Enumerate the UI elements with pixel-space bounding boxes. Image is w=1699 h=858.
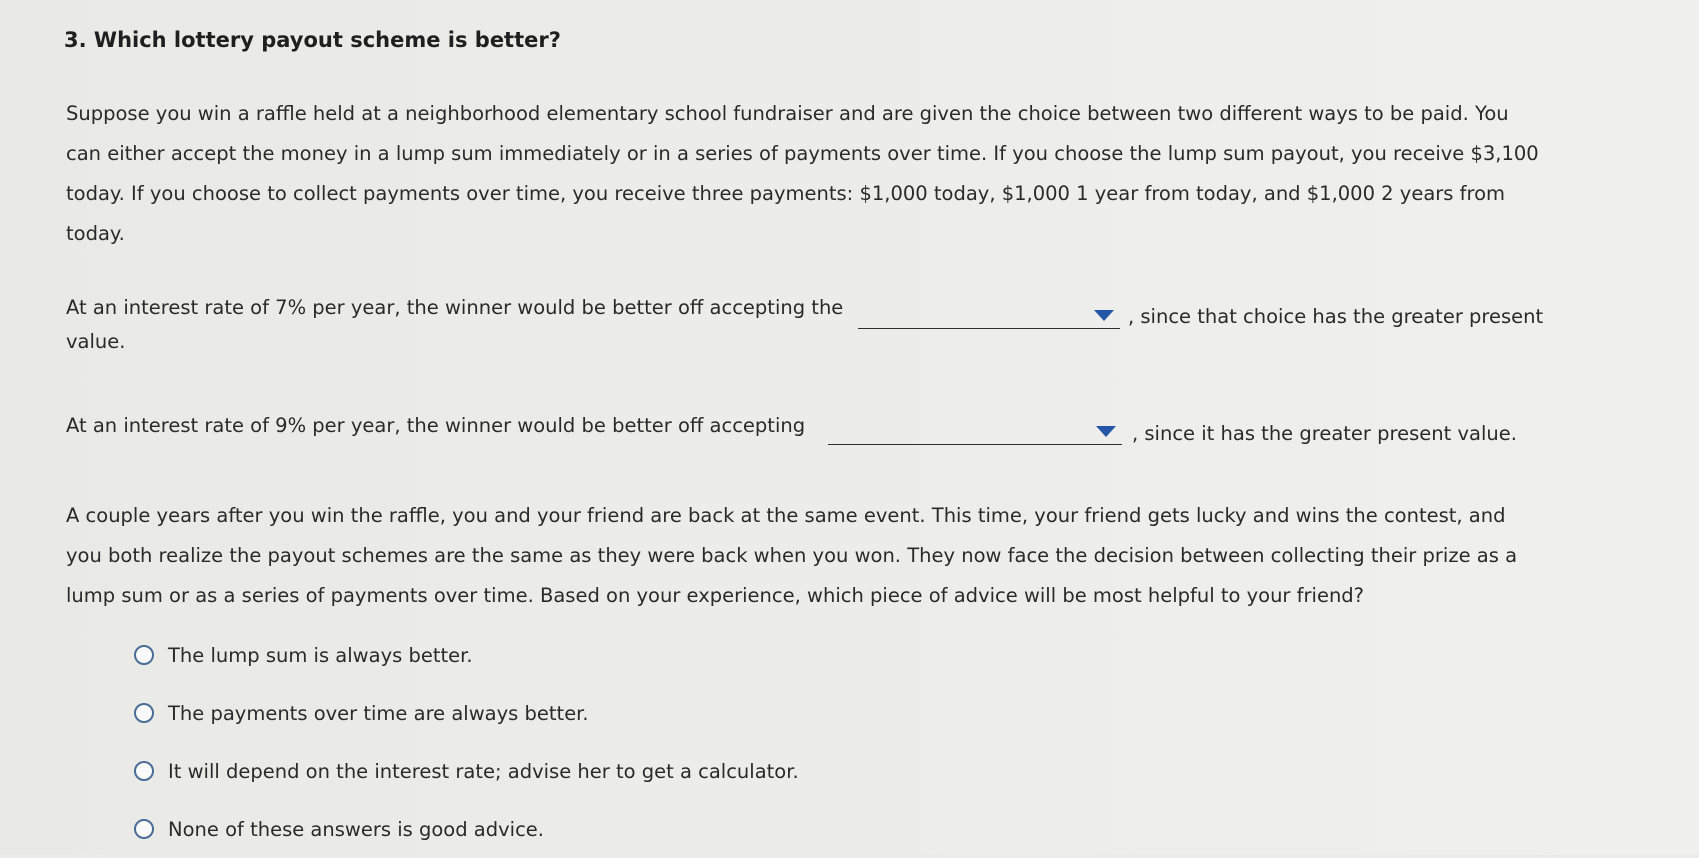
intro-line: Suppose you win a raffle held at a neighborhood elementary school fundraiser and are given the choice between two different ways to be paid. You (66, 102, 1509, 125)
option-label: None of these answers is good advice. (168, 817, 545, 841)
option-label: It will depend on the interest rate; advise her to get a calculator. (168, 759, 799, 783)
fill1-prefix: At an interest rate of 7% per year, the winner would be better off accepting the (66, 296, 844, 319)
dropdown-arrow-icon (1096, 426, 1116, 437)
fill2-suffix: , since it has the greater present value. (1132, 422, 1517, 445)
option-depends-on-rate[interactable] (134, 742, 799, 800)
option-lump-sum[interactable] (134, 626, 799, 684)
advice-options (134, 626, 799, 858)
option-none-good[interactable] (134, 800, 799, 858)
advice-line: you both realize the payout schemes are the same as they were back when you won. They now face the decision between collecting their prize as a (66, 544, 1518, 567)
intro-paragraph (66, 94, 1566, 254)
option-label: The payments over time are always better. (168, 701, 589, 725)
radio-button-icon[interactable] (134, 703, 154, 723)
answer-dropdown-7-percent[interactable] (858, 298, 1120, 329)
radio-button-icon[interactable] (134, 761, 154, 781)
option-payments-over-time[interactable] (134, 684, 799, 742)
fill1-continuation: value. (66, 330, 126, 353)
advice-line: lump sum or as a series of payments over time. Based on your experience, which piece of advice will be most helpful to your friend? (66, 584, 1365, 607)
radio-button-icon[interactable] (134, 819, 154, 839)
fill2-prefix: At an interest rate of 9% per year, the winner would be better off accepting (66, 414, 806, 437)
intro-line: today. If you choose to collect payments over time, you receive three payments: $1,000 today, $1,000 1 year from today, and $1,000 2 years from (66, 182, 1506, 205)
intro-line: can either accept the money in a lump sum immediately or in a series of payments over time. If you choose the lump sum payout, you receive $3,100 (66, 142, 1539, 165)
fill1-suffix: , since that choice has the greater present (1128, 305, 1544, 328)
intro-line: today. (66, 222, 125, 245)
advice-line: A couple years after you win the raffle, you and your friend are back at the same event. This time, your friend gets lucky and wins the contest, and (66, 504, 1506, 527)
advice-paragraph (66, 496, 1626, 616)
answer-dropdown-9-percent[interactable] (828, 414, 1122, 445)
option-label: The lump sum is always better. (168, 643, 473, 667)
radio-button-icon[interactable] (134, 645, 154, 665)
dropdown-arrow-icon (1094, 310, 1114, 321)
question-title: 3. Which lottery payout scheme is better? (64, 28, 561, 52)
